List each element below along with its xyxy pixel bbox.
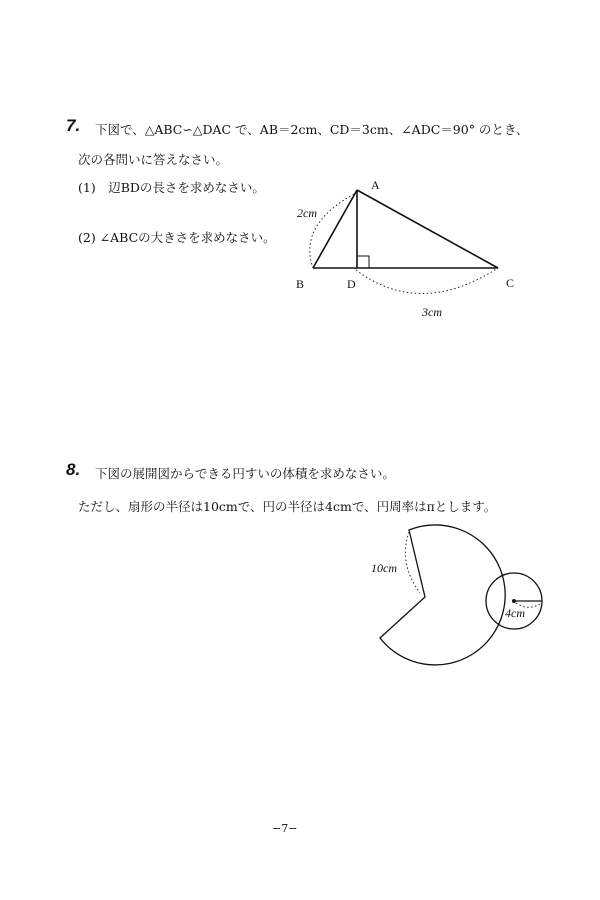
circle-radius-label: 4cm [505,606,525,620]
vertex-a-label: A [371,178,380,192]
sector-radius-label: 10cm [371,561,397,575]
page-number: −7− [272,822,298,835]
side-ac [357,190,498,268]
vertex-c-label: C [506,276,515,290]
q7-number: 7. [66,116,81,135]
q7-line1: 下図で、△ABC∽△DAC で、AB＝2cm、CD＝3cm、∠ADC＝90° のとき、 [95,122,529,137]
vertex-d-label: D [347,277,356,291]
vertex-b-label: B [296,277,305,291]
q7-sub2: (2) ∠ABCの大きさを求めなさい。 [78,230,276,245]
dc-dotted-arc [356,268,498,294]
cd-length-label: 3cm [422,305,442,319]
sector-radius-dotted-arc [405,532,420,593]
q8-line2: ただし、扇形の半径は10cmで、円の半径は4cmで、円周率はπとします。 [78,499,497,514]
q8-number: 8. [66,460,81,479]
ab-length-label: 2cm [297,206,317,220]
q7-sub1: (1) 辺BDの長さを求めなさい。 [78,180,265,195]
q7-line2: 次の各問いに答えなさい。 [78,152,229,167]
q8-line1: 下図の展開図からできる円すいの体積を求めなさい。 [95,466,395,481]
side-ab [313,190,357,268]
right-angle-mark [357,256,369,268]
